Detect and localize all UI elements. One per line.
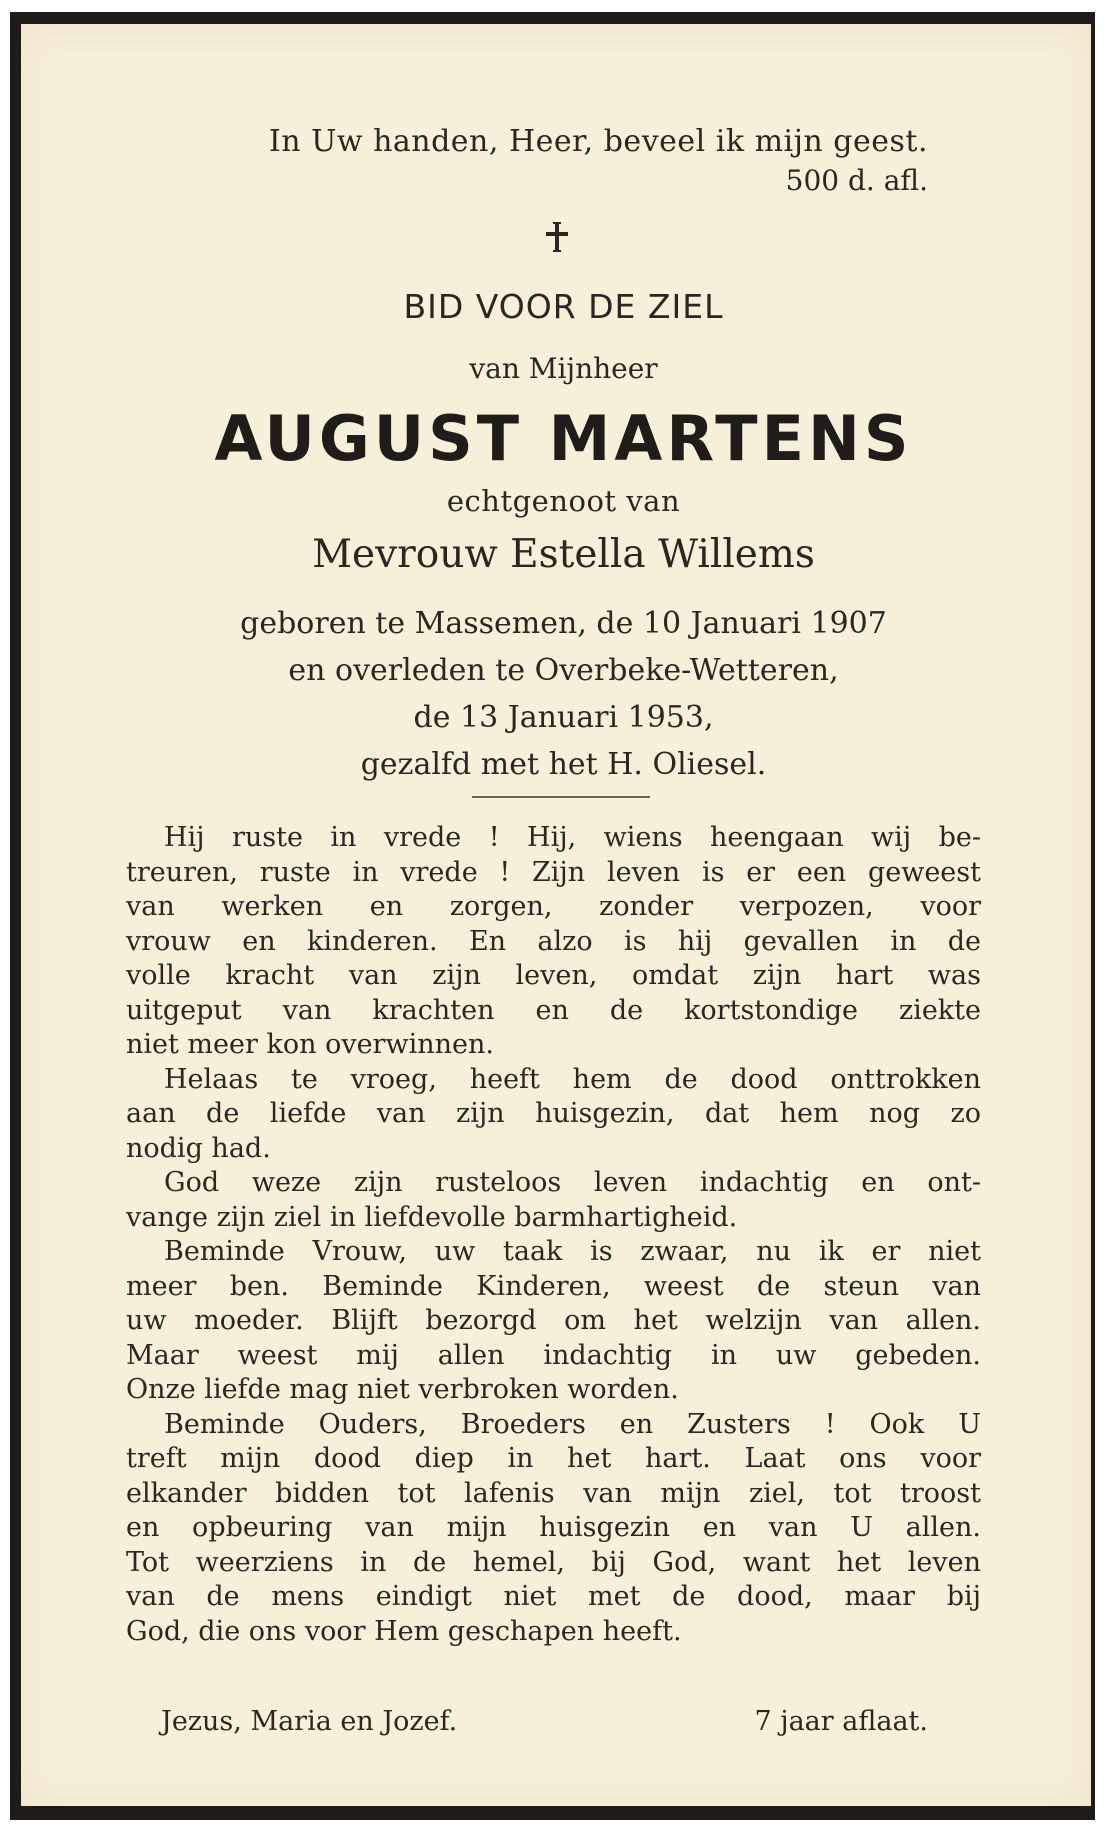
text-line: meer ben. Beminde Kinderen, weest de steun van xyxy=(126,1270,981,1302)
text-line: God weze zijn rusteloos leven indachtig en ont- xyxy=(164,1167,981,1198)
text-line: Onze liefde mag niet verbroken worden. xyxy=(126,1374,679,1405)
memorial-text xyxy=(126,821,981,1649)
motto: In Uw handen, Heer, beveel ik mijn geest. xyxy=(268,124,928,159)
text-line: Beminde Ouders, Broeders en Zusters ! Ook U xyxy=(164,1408,981,1440)
text-line: en opbeuring van mijn huisgezin en van U allen. xyxy=(126,1512,981,1543)
death-place-line: en overleden te Overbeke-Wetteren, xyxy=(288,653,839,688)
text-line: van de mens eindigt niet met de dood, maar bij xyxy=(126,1581,981,1612)
heading: BID VOOR DE ZIEL xyxy=(403,287,724,326)
text-line: nodig had. xyxy=(126,1132,271,1164)
text-line: elkander bidden tot lafenis van mijn ziel, tot troost xyxy=(126,1477,981,1509)
text-line: volle kracht van zijn leven, omdat zijn hart was xyxy=(126,960,981,991)
anointed-line: gezalfd met het H. Oliesel. xyxy=(360,747,767,782)
footer-indulgence: 7 jaar aflaat. xyxy=(754,1706,928,1737)
text-line: Tot weerziens in de hemel, bij God, want het leven xyxy=(126,1546,981,1578)
text-line: uw moeder. Blijft bezorgd om het welzijn van allen. xyxy=(126,1305,981,1336)
footer-prayer: Jezus, Maria en Jozef. xyxy=(161,1706,458,1737)
text-line: Hij ruste in vrede ! Hij, wiens heengaan wij be- xyxy=(164,822,981,853)
text-line: aan de liefde van zijn huisgezin, dat hem nog zo xyxy=(126,1098,981,1129)
text-line: treft mijn dood diep in het hart. Laat ons voor xyxy=(126,1443,981,1474)
birth-line: geboren te Massemen, de 10 Januari 1907 xyxy=(240,606,887,641)
text-line: Helaas te vroeg, heeft hem de dood onttrokken xyxy=(164,1063,981,1095)
text-line: Maar weest mij allen indachtig in uw gebeden. xyxy=(126,1339,981,1371)
divider xyxy=(472,796,650,798)
memorial-card xyxy=(10,12,1095,1820)
text-line: God, die ons voor Hem geschapen heeft. xyxy=(126,1615,682,1647)
of-mister: van Mijnheer xyxy=(469,352,658,385)
text-line: van werken en zorgen, zonder verpozen, voor xyxy=(126,891,981,922)
text-line: uitgeput van krachten en de kortstondige ziekte xyxy=(126,994,981,1026)
text-line: Beminde Vrouw, uw taak is zwaar, nu ik er niet xyxy=(164,1236,981,1267)
text-line: vange zijn ziel in liefdevolle barmhartigheid. xyxy=(126,1201,738,1233)
indulgence-top: 500 d. afl. xyxy=(785,164,928,197)
spouse-name: Mevrouw Estella Willems xyxy=(312,532,815,577)
text-line: niet meer kon overwinnen. xyxy=(126,1029,494,1060)
deceased-name: AUGUST MARTENS xyxy=(214,402,913,475)
spouse-label: echtgenoot van xyxy=(446,484,681,518)
death-date-line: de 13 Januari 1953, xyxy=(413,700,714,735)
text-line: treuren, ruste in vrede ! Zijn leven is er een geweest xyxy=(126,856,981,888)
text-line: vrouw en kinderen. En alzo is hij gevallen in de xyxy=(126,925,981,957)
latin-cross-icon xyxy=(543,222,571,252)
